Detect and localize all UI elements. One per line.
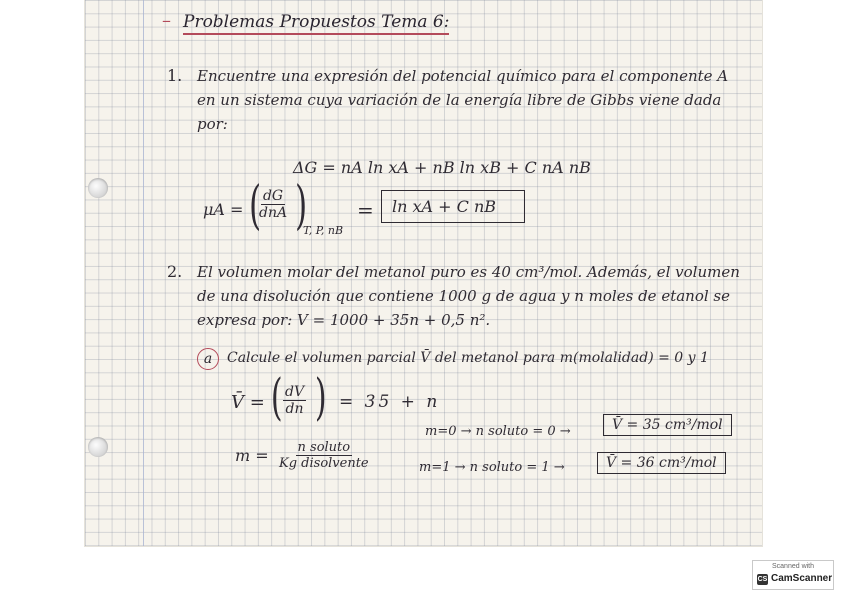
result-m0-box: V̄ = 35 cm³/mol: [603, 414, 732, 436]
problem-2-statement: El volumen molar del metanol puro es 40 cm³/mol. Además, el volumen de una disolución que contiene 1000 g de agua y n moles de etanol se expresa por: V = 1000 + 35n + 0,5 n².: [197, 263, 740, 329]
fraction-numerator: dG: [262, 188, 284, 204]
title-dash: –: [162, 10, 171, 31]
binder-hole-bottom: [88, 437, 108, 457]
vbar-result: = 35 + n: [339, 392, 441, 412]
watermark-caption: Scanned with: [771, 563, 815, 570]
problem-1-number: 1.: [167, 66, 183, 85]
mu-a-label: μA =: [203, 200, 244, 219]
camscanner-logo-icon: CS: [757, 576, 768, 583]
vbar-right-paren: ): [314, 368, 327, 426]
right-paren: ): [295, 176, 308, 236]
mu-a-result-box: ln xA + C nB: [381, 190, 525, 223]
molality-label: m =: [235, 446, 269, 465]
result-m1-box: V̄ = 36 cm³/mol: [597, 452, 726, 474]
case-m1: m=1 → n soluto = 1 →: [419, 460, 565, 475]
molality-denominator: Kg disolvente: [279, 456, 369, 471]
left-paren: (: [249, 176, 262, 236]
case-m0: m=0 → n soluto = 0 →: [425, 424, 571, 439]
molality-fraction: [279, 440, 369, 471]
binder-hole-top: [88, 178, 108, 198]
camscanner-watermark: [752, 560, 834, 590]
constant-subscript: T, P, nB: [303, 224, 344, 237]
fraction-denominator: dnA: [259, 205, 288, 221]
problem-1-statement: Encuentre una expresión del potencial químico para el componente A en un sistema cuya variación de la energía libre de Gibbs viene dada por:: [197, 67, 729, 133]
dv-numerator: dV: [285, 384, 305, 400]
margin-line: [143, 0, 144, 546]
gibbs-equation: ΔG = nA ln xA + nB ln xB + C nA nB: [293, 158, 591, 177]
vbar-left-paren: (: [270, 368, 283, 426]
part-a-marker: a: [197, 348, 219, 370]
notebook-page: [85, 0, 762, 546]
watermark-brand: CamScanner: [771, 573, 833, 584]
dg-dna-fraction: [259, 188, 287, 221]
molality-numerator: n soluto: [297, 440, 351, 455]
part-a-question: Calcule el volumen parcial V̄ del metanol para m(molalidad) = 0 y 1: [227, 350, 709, 366]
dv-dn-fraction: [283, 384, 306, 417]
problem-2-number: 2.: [167, 262, 183, 281]
dn-denominator: dn: [285, 401, 304, 417]
vbar-label: V̄ =: [231, 392, 265, 413]
page-title: Problemas Propuestos Tema 6:: [183, 12, 449, 35]
equals-sign: =: [357, 198, 374, 222]
